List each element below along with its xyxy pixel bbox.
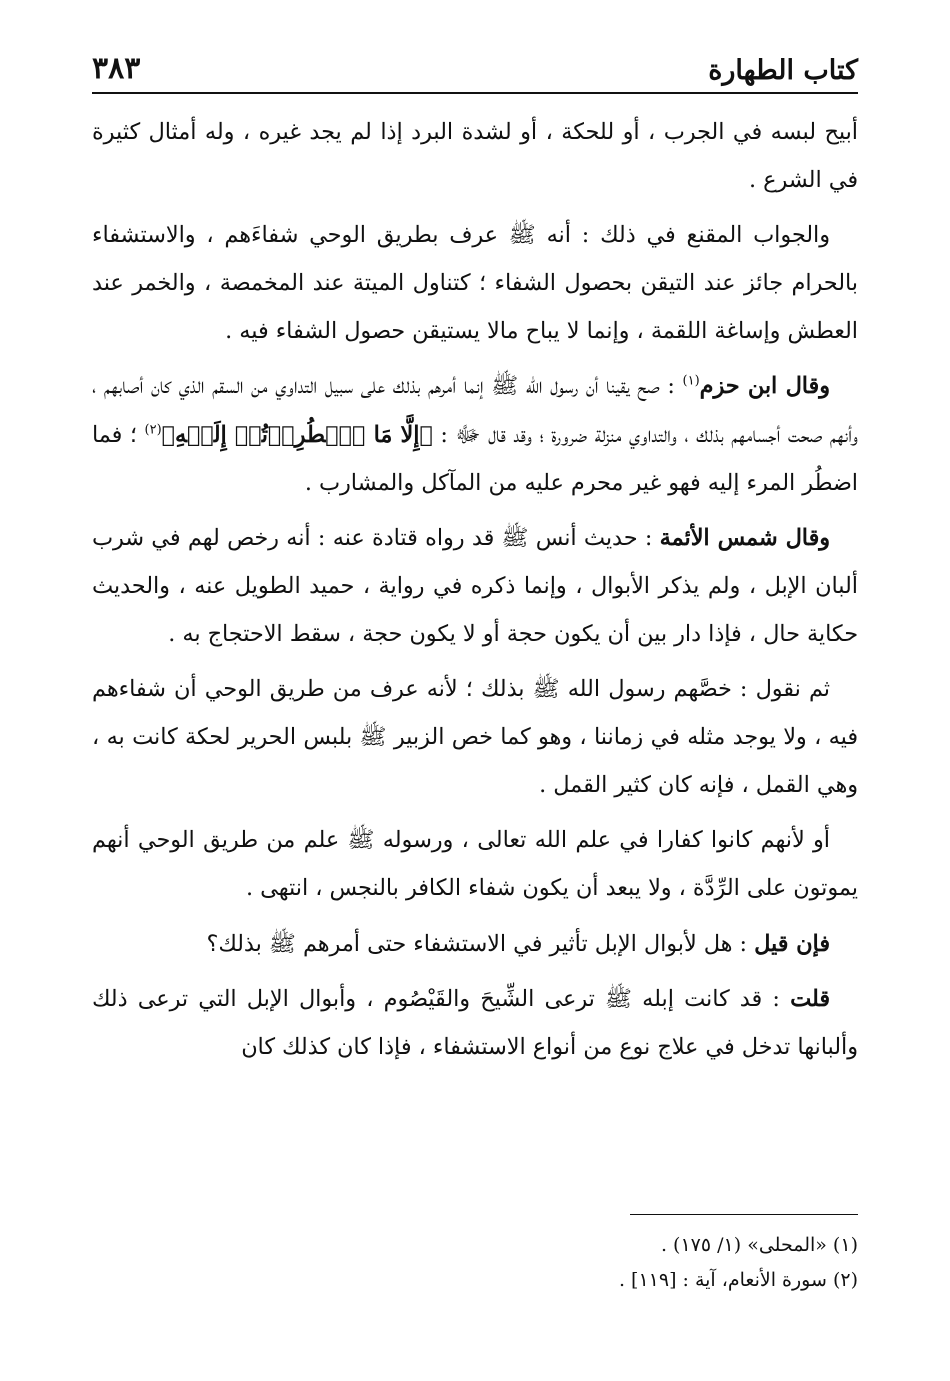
page-number: ٣٨٣ <box>92 51 141 86</box>
page-header <box>92 38 858 94</box>
footnote: (١) «المحلى» (١/ ١٧٥) . <box>660 1234 858 1256</box>
paragraph-text: : صح يقينا أن رسول الله ﷺ إنما أمرهم بذلك على سبيل التداوي من السقم الذي كان أصابهم ، وأنهم صحت أجسامهم بذلك ، والتداوي منزلة ضرورة ؛ وقد قال ﷻ : <box>92 373 858 448</box>
paragraph-text: أو لأنهم كانوا كفارا في علم الله تعالى ، ورسوله ﷺ علم من طريق الوحي أنهم يموتون على الرِّدَّة ، ولا يبعد أن يكون شفاء الكافر بالنجس ، انتهى . <box>92 827 858 902</box>
paragraph-lead: وقال شمس الأئمة <box>659 524 831 551</box>
paragraph-lead: قلت <box>790 985 830 1012</box>
paragraph <box>92 920 858 968</box>
paragraph <box>92 514 858 658</box>
paragraph-text: أبيح لبسه في الجرب ، أو للحكة ، أو لشدة البرد إذا لم يجد غيره ، وله أمثال كثيرة في الشرع . <box>92 119 858 194</box>
paragraph-text: : حديث أنس ﷺ قد رواه قتادة عنه : أنه رخص لهم في شرب ألبان الإبل ، ولم يذكر الأبوال ، وإنما ذكره في رواية ، حميد الطويل عنه ، والحديث حكاية حال ، فإذا دار بين أن يكون حجة أو لا يكون حجة ، سقط الاحتجاج به . <box>92 524 858 647</box>
paragraph-text: ؛ فما اضطُر المرء إليه فهو غير محرم عليه من المآكل والمشارب . <box>92 421 858 496</box>
paragraph <box>92 665 858 809</box>
footnote-ref: (١) <box>682 374 700 390</box>
quran-verse: ﴿إِلَّا مَا ٱضۡطُرِرۡتُمۡ إِلَيۡهِ﴾ <box>161 421 433 448</box>
footnote-ref: (٢) <box>144 422 162 438</box>
paragraph-lead: فإن قيل <box>754 930 830 957</box>
paragraph-text: : قد كانت إبله ﷺ ترعى الشِّيحَ والقَيْصُوم ، وأبوال الإبل التي ترعى ذلك وألبانها تدخل في علاج نوع من أنواع الاستشفاء ، فإذا كان كذلك كان <box>92 985 858 1060</box>
paragraph <box>92 975 858 1071</box>
paragraph-lead: وقال ابن حزم <box>699 373 830 400</box>
footnote-separator <box>630 1214 858 1215</box>
footnote: (٢) سورة الأنعام، آية : [١١٩] . <box>618 1269 858 1291</box>
paragraph-text: : هل لأبوال الإبل تأثير في الاستشفاء حتى أمرهم ﷺ بذلك؟ <box>206 930 755 957</box>
footnotes <box>92 1228 858 1298</box>
paragraph-text: والجواب المقنع في ذلك : أنه ﷺ عرف بطريق الوحي شفاءَهم ، والاستشفاء بالحرام جائز عند التيقن بحصول الشفاء ؛ كتناول الميتة عند المخمصة ، والخمر عند العطش وإساغة اللقمة ، وإنما لا يباح مالا يستيقن حصول الشفاء فيه . <box>92 222 858 345</box>
paragraph <box>92 816 858 912</box>
chapter-title: كتاب الطهارة <box>708 55 858 86</box>
paragraph <box>92 362 858 506</box>
paragraph-text: ثم نقول : خصَّهم رسول الله ﷺ بذلك ؛ لأنه عرف من طريق الوحي أن شفاءهم فيه ، ولا يوجد مثله في زماننا ، وهو كما خص الزبير ﷺ بلبس الحرير لحكة كانت به ، وهي القمل ، فإنه كان كثير القمل . <box>92 676 858 799</box>
paragraph <box>92 108 858 204</box>
paragraph <box>92 211 858 355</box>
main-text <box>92 108 858 1214</box>
